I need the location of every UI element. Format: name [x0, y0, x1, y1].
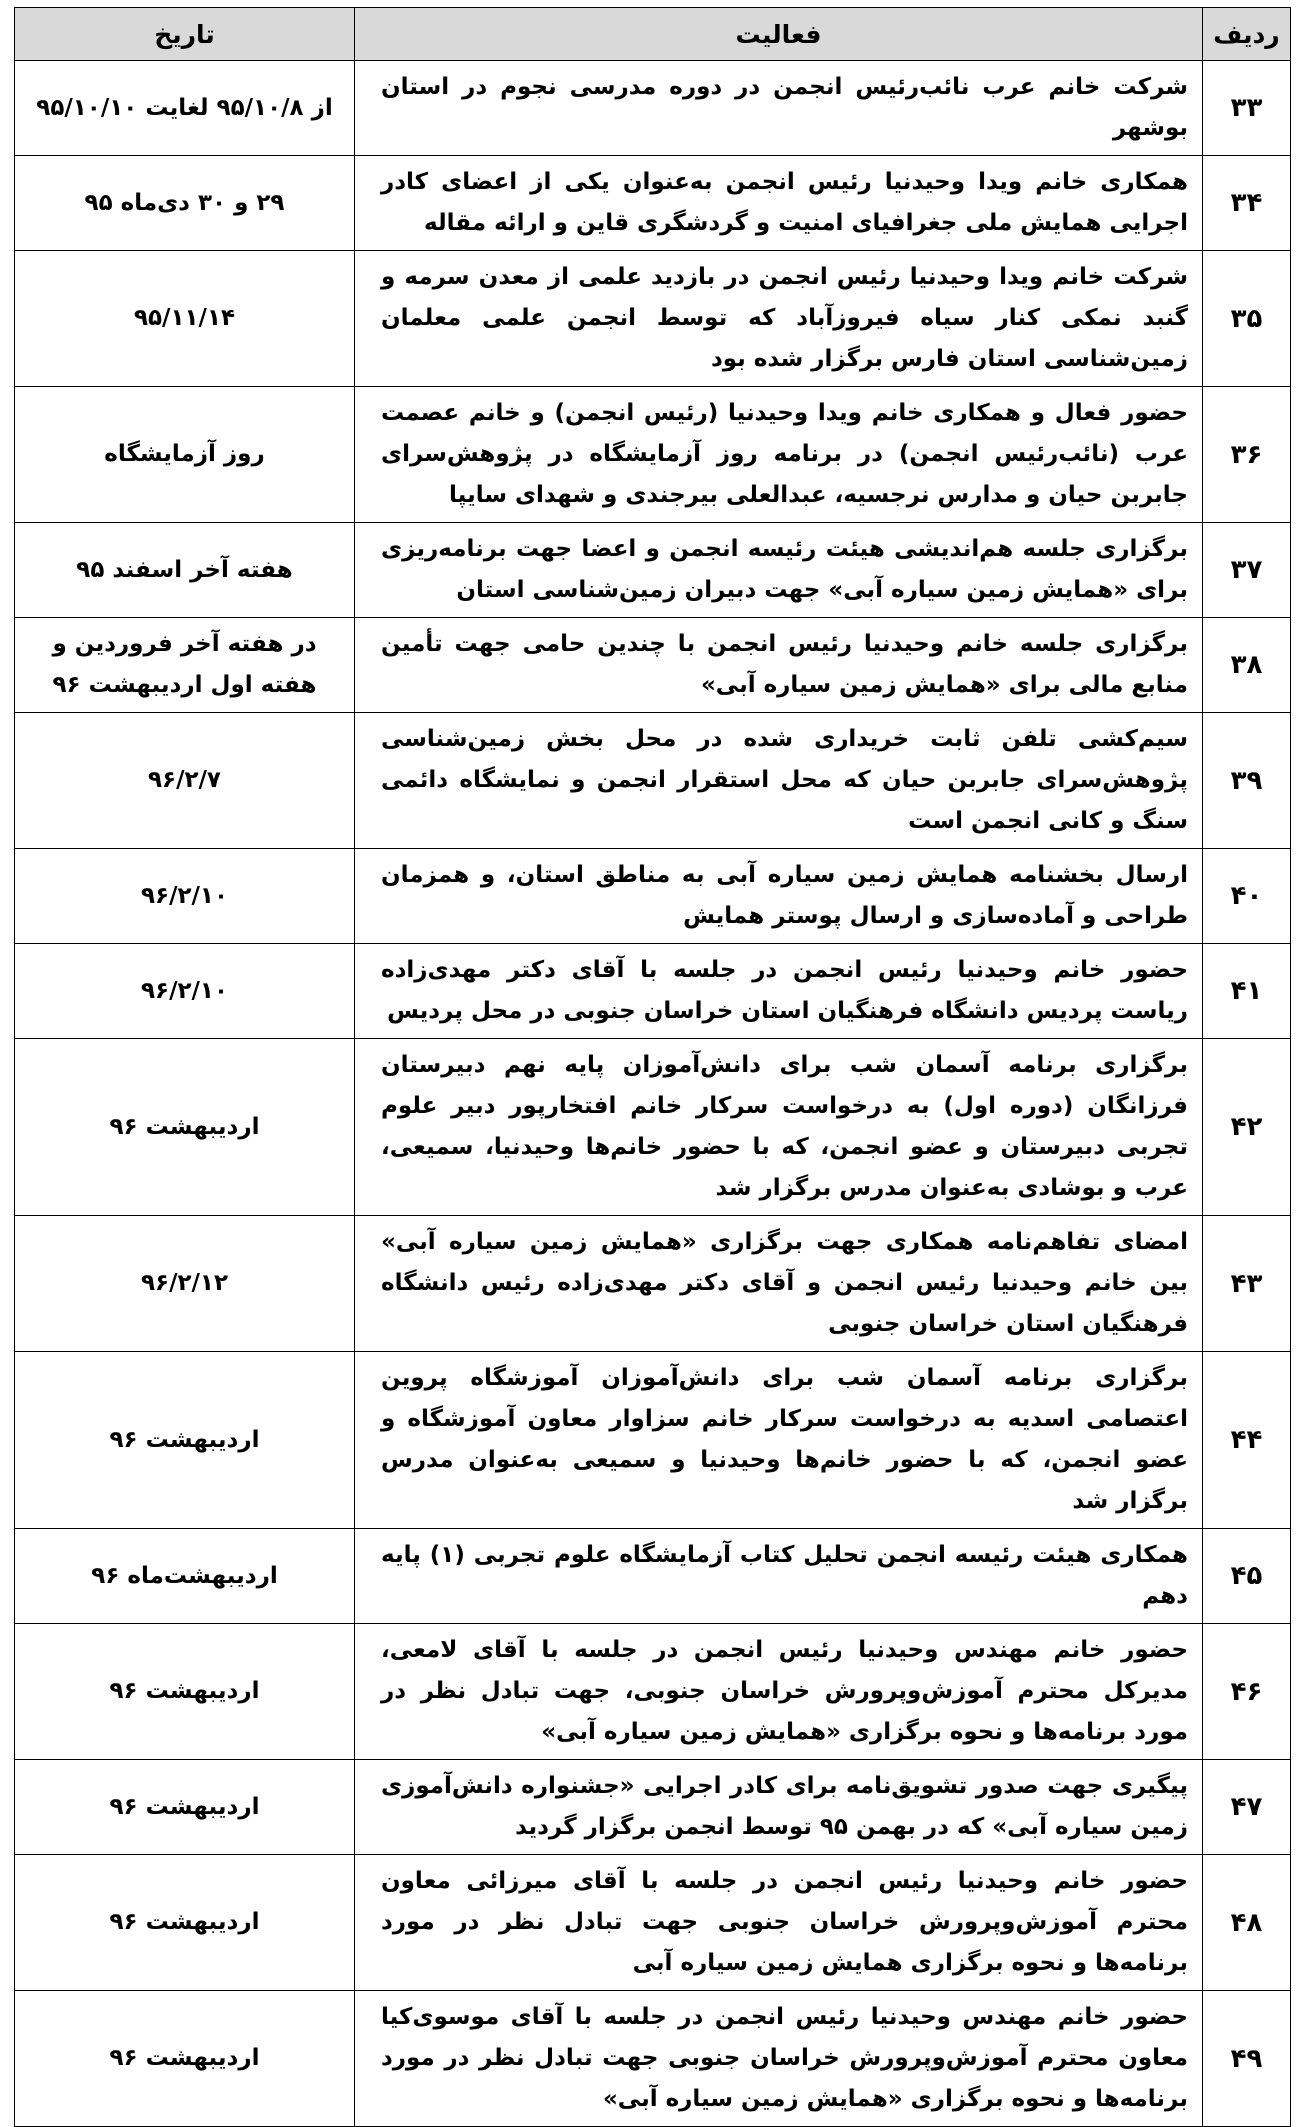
- row-activity: برگزاری جلسه هم‌اندیشی هیئت رئیسه انجمن و اعضا جهت برنامه‌ریزی برای «همایش زمین سیاره آبی» جهت دبیران زمین‌شناسی استان: [355, 523, 1203, 618]
- row-activity: شرکت خانم عرب نائب‌رئیس انجمن در دوره مدرسی نجوم در استان بوشهر: [355, 61, 1203, 156]
- header-activity: فعالیت: [355, 8, 1203, 61]
- row-date: ۹۶/۲/۱۰: [15, 944, 355, 1039]
- row-date: اردیبهشت ۹۶: [15, 1039, 355, 1216]
- header-row-number: ردیف: [1203, 8, 1291, 61]
- row-activity: برگزاری جلسه خانم وحیدنیا رئیس انجمن با چندین حامی جهت تأمین منابع مالی برای «همایش زمین سیاره آبی»: [355, 618, 1203, 713]
- row-date: اردیبهشت‌ماه ۹۶: [15, 1529, 355, 1624]
- row-date: ۹۵/۱۱/۱۴: [15, 251, 355, 387]
- row-date: ۹۶/۲/۷: [15, 713, 355, 849]
- row-activity: حضور خانم وحیدنیا رئیس انجمن در جلسه با آقای دکتر مهدی‌زاده ریاست پردیس دانشگاه فرهنگیان استان خراسان جنوبی در محل پردیس: [355, 944, 1203, 1039]
- row-activity: امضای تفاهم‌نامه همکاری جهت برگزاری «همایش زمین سیاره آبی» بین خانم وحیدنیا رئیس انجمن و آقای دکتر مهدی‌زاده رئیس دانشگاه فرهنگیان استان خراسان جنوبی: [355, 1216, 1203, 1352]
- table-row: [15, 251, 1291, 387]
- row-activity: ارسال بخشنامه همایش زمین سیاره آبی به مناطق استان، و همزمان طراحی و آماده‌سازی و ارسال پوستر همایش: [355, 849, 1203, 944]
- row-number: ۳۸: [1203, 618, 1291, 713]
- row-number: ۴۳: [1203, 1216, 1291, 1352]
- table-row: [15, 156, 1291, 251]
- header-row: [15, 8, 1291, 61]
- table-row: [15, 1216, 1291, 1352]
- table-row: [15, 849, 1291, 944]
- row-activity: حضور فعال و همکاری خانم ویدا وحیدنیا (رئیس انجمن) و خانم عصمت عرب (نائب‌رئیس انجمن) در برنامه روز آزمایشگاه در پژوهش‌سرای جابربن حیان و مدارس نرجسیه، عبدالعلی بیرجندی و شهدای سایپا: [355, 387, 1203, 523]
- table-row: [15, 1352, 1291, 1529]
- row-date: در هفته آخر فروردین و هفته اول اردیبهشت ۹۶: [15, 618, 355, 713]
- row-activity: برگزاری برنامه آسمان شب برای دانش‌آموزان پایه نهم دبیرستان فرزانگان (دوره اول) به درخواست سرکار خانم افتخارپور دبیر علوم تجربی دبیرستان و عضو انجمن، که با حضور خانم‌ها وحیدنیا، سمیعی، عرب و بوشادی به‌عنوان مدرس برگزار شد: [355, 1039, 1203, 1216]
- row-number: ۴۶: [1203, 1624, 1291, 1760]
- row-number: ۳۶: [1203, 387, 1291, 523]
- row-date: اردیبهشت ۹۶: [15, 1855, 355, 1991]
- table-row: [15, 61, 1291, 156]
- table-row: [15, 618, 1291, 713]
- row-number: ۴۹: [1203, 1991, 1291, 2127]
- table-row: [15, 713, 1291, 849]
- row-number: ۴۰: [1203, 849, 1291, 944]
- row-activity: حضور خانم مهندس وحیدنیا رئیس انجمن در جلسه با آقای لامعی، مدیرکل محترم آموزش‌وپرورش خراسان جنوبی، جهت تبادل نظر در مورد برنامه‌ها و نحوه برگزاری «همایش زمین سیاره آبی»: [355, 1624, 1203, 1760]
- table-row: [15, 1039, 1291, 1216]
- row-date: اردیبهشت ۹۶: [15, 1624, 355, 1760]
- table-row: [15, 944, 1291, 1039]
- activities-table-container: [14, 7, 1291, 2127]
- table-row: [15, 387, 1291, 523]
- row-number: ۳۷: [1203, 523, 1291, 618]
- table-row: [15, 523, 1291, 618]
- row-activity: حضور خانم وحیدنیا رئیس انجمن در جلسه با آقای میرزائی معاون محترم آموزش‌وپرورش خراسان جنوبی جهت تبادل نظر در مورد برنامه‌ها و نحوه برگزاری همایش زمین سیاره آبی: [355, 1855, 1203, 1991]
- row-number: ۳۴: [1203, 156, 1291, 251]
- row-date: روز آزمایشگاه: [15, 387, 355, 523]
- row-activity: همکاری خانم ویدا وحیدنیا رئیس انجمن به‌عنوان یکی از اعضای کادر اجرایی همایش ملی جغرافیای امنیت و گردشگری قاین و ارائه مقاله: [355, 156, 1203, 251]
- table-row: [15, 1991, 1291, 2127]
- row-activity: شرکت خانم ویدا وحیدنیا رئیس انجمن در بازدید علمی از معدن سرمه و گنبد نمکی کنار سیاه فیروزآباد که توسط انجمن علمی معلمان زمین‌شناسی استان فارس برگزار شده بود: [355, 251, 1203, 387]
- row-number: ۴۱: [1203, 944, 1291, 1039]
- row-number: ۳۳: [1203, 61, 1291, 156]
- row-activity: حضور خانم مهندس وحیدنیا رئیس انجمن در جلسه با آقای موسوی‌کیا معاون محترم آموزش‌وپرورش خراسان جنوبی جهت تبادل نظر در مورد برنامه‌ها و نحوه برگزاری «همایش زمین سیاره آبی»: [355, 1991, 1203, 2127]
- table-row: [15, 1624, 1291, 1760]
- activities-table: [14, 7, 1291, 2127]
- row-number: ۴۴: [1203, 1352, 1291, 1529]
- row-activity: سیم‌کشی تلفن ثابت خریداری شده در محل بخش زمین‌شناسی پژوهش‌سرای جابربن حیان که محل استقرار انجمن و نمایشگاه دائمی سنگ و کانی انجمن است: [355, 713, 1203, 849]
- row-number: ۳۹: [1203, 713, 1291, 849]
- row-number: ۴۲: [1203, 1039, 1291, 1216]
- row-date: اردیبهشت ۹۶: [15, 1352, 355, 1529]
- row-date: اردیبهشت ۹۶: [15, 1991, 355, 2127]
- row-number: ۴۸: [1203, 1855, 1291, 1991]
- row-date: هفته آخر اسفند ۹۵: [15, 523, 355, 618]
- row-number: ۴۷: [1203, 1760, 1291, 1855]
- row-number: ۴۵: [1203, 1529, 1291, 1624]
- row-date: از ۹۵/۱۰/۸ لغایت ۹۵/۱۰/۱۰: [15, 61, 355, 156]
- row-date: ۲۹ و ۳۰ دی‌ماه ۹۵: [15, 156, 355, 251]
- row-number: ۳۵: [1203, 251, 1291, 387]
- table-row: [15, 1855, 1291, 1991]
- table-row: [15, 1529, 1291, 1624]
- row-date: ۹۶/۲/۱۲: [15, 1216, 355, 1352]
- header-date: تاریخ: [15, 8, 355, 61]
- table-row: [15, 1760, 1291, 1855]
- row-activity: برگزاری برنامه آسمان شب برای دانش‌آموزان آموزشگاه پروین اعتصامی اسدیه به درخواست سرکار خانم سزاوار معاون آموزشگاه و عضو انجمن، که با حضور خانم‌ها وحیدنیا و سمیعی به‌عنوان مدرس برگزار شد: [355, 1352, 1203, 1529]
- row-date: ۹۶/۲/۱۰: [15, 849, 355, 944]
- row-date: اردیبهشت ۹۶: [15, 1760, 355, 1855]
- row-activity: پیگیری جهت صدور تشویق‌نامه برای کادر اجرایی «جشنواره دانش‌آموزی زمین سیاره آبی» که در بهمن ۹۵ توسط انجمن برگزار گردید: [355, 1760, 1203, 1855]
- row-activity: همکاری هیئت رئیسه انجمن تحلیل کتاب آزمایشگاه علوم تجربی (۱) پایه دهم: [355, 1529, 1203, 1624]
